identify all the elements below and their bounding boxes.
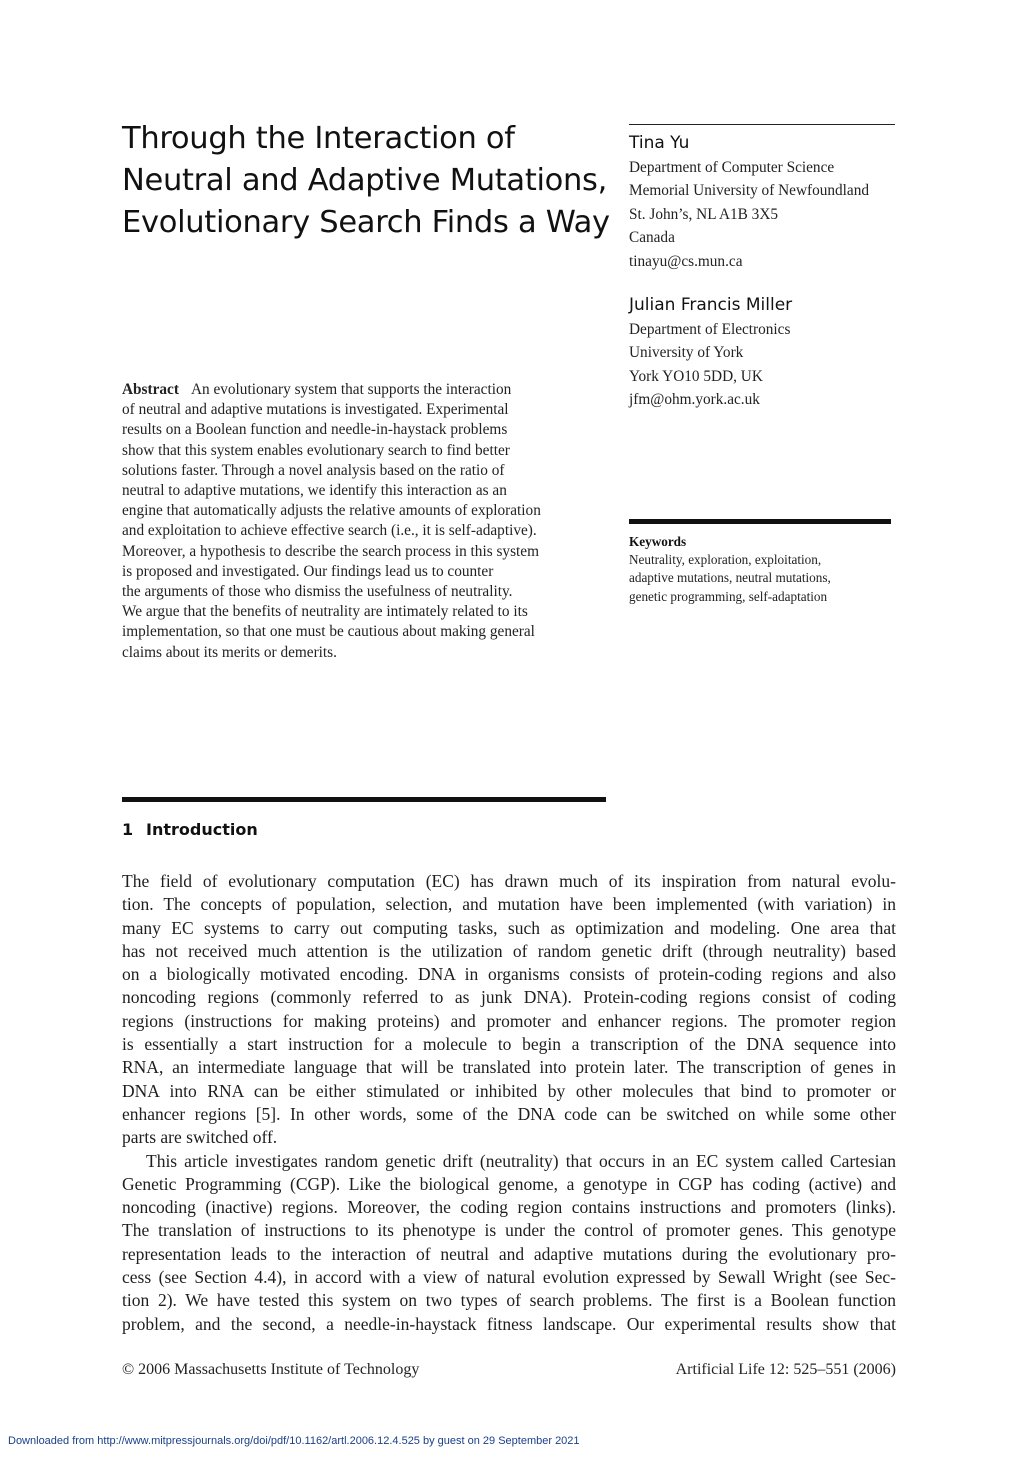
- author-name: Tina Yu: [629, 133, 690, 153]
- section-heading: [122, 820, 258, 839]
- abstract-line: Moreover, a hypothesis to describe the search process in this system: [122, 542, 539, 560]
- abstract-label: Abstract: [122, 381, 179, 398]
- body-line: This article investigates random genetic drift (neutrality) that occurs in an EC system called Cartesian: [146, 1150, 896, 1171]
- title-line: Evolutionary Search Finds a Way: [122, 205, 610, 240]
- body-line: Genetic Programming (CGP). Like the biological genome, a genotype in CGP has coding (active) and: [122, 1173, 896, 1194]
- affiliation-line: York YO10 5DD, UK: [629, 367, 763, 385]
- author-affiliation: [629, 318, 790, 412]
- body-line: tion 2). We have tested this system on two types of search problems. The first is a Boolean function: [122, 1290, 896, 1311]
- body-line: cess (see Section 4.4), in accord with a view of natural evolution expressed by Sewall Wright (see Sec-: [122, 1267, 896, 1288]
- abstract: [122, 380, 606, 663]
- abstract-line: is proposed and investigated. Our findings lead us to counter: [122, 562, 494, 580]
- author-rule: [629, 124, 895, 125]
- body-line: The translation of instructions to its phenotype is under the control of promoter genes. This genotype: [122, 1220, 896, 1241]
- body-line: tion. The concepts of population, selection, and mutation have been implemented (with variation) in: [122, 894, 896, 915]
- abstract-line: engine that automatically adjusts the relative amounts of exploration: [122, 502, 541, 520]
- abstract-line: We argue that the benefits of neutrality are intimately related to its: [122, 603, 528, 621]
- affiliation-line: Canada: [629, 229, 675, 247]
- abstract-line: implementation, so that one must be cautious about making general: [122, 623, 535, 641]
- section-title: Introduction: [146, 820, 258, 839]
- body-line: is essentially a start instruction for a molecule to begin a transcription of the DNA sequence into: [122, 1034, 896, 1055]
- title-line: Through the Interaction of: [122, 121, 515, 156]
- body-line: noncoding regions (commonly referred to as junk DNA). Protein-coding regions consist of coding: [122, 987, 896, 1008]
- title-line: Neutral and Adaptive Mutations,: [122, 163, 608, 198]
- affiliation-line: St. John’s, NL A1B 3X5: [629, 205, 779, 223]
- affiliation-line: Department of Electronics: [629, 321, 791, 338]
- body-line: problem, and the second, a needle-in-haystack fitness landscape. Our experimental results show that: [122, 1313, 896, 1334]
- paper-title: [122, 118, 622, 244]
- author-name: Julian Francis Miller: [629, 295, 793, 315]
- affiliation-line: Memorial University of Newfoundland: [629, 182, 870, 200]
- affiliation-line: University of York: [629, 344, 744, 362]
- body-line: many EC systems to carry out computing tasks, such as optimization and modeling. One area that: [122, 917, 896, 938]
- abstract-line: An evolutionary system that supports the interaction: [190, 381, 512, 398]
- abstract-line: neutral to adaptive mutations, we identify this interaction as an: [122, 482, 507, 500]
- abstract-line: and exploitation to achieve effective search (i.e., it is self-adaptive).: [122, 522, 537, 540]
- section-rule: [122, 797, 606, 802]
- author-email[interactable]: jfm@ohm.york.ac.uk: [629, 391, 760, 409]
- body-line: DNA into RNA can be either stimulated or inhibited by other molecules that bind to promoter or: [122, 1080, 896, 1101]
- abstract-line: of neutral and adaptive mutations is investigated. Experimental: [122, 401, 509, 419]
- body-text: [122, 870, 896, 1336]
- keywords-line: adaptive mutations, neutral mutations,: [629, 570, 831, 586]
- affiliation-line: Department of Computer Science: [629, 159, 835, 176]
- body-line: has not received much attention is the utilization of random genetic drift (through neutrality) based: [122, 940, 896, 961]
- body-line: parts are switched off.: [122, 1127, 278, 1148]
- journal-citation: Artificial Life 12: 525–551 (2006): [675, 1361, 896, 1378]
- keywords-line: Neutrality, exploration, exploitation,: [629, 552, 822, 567]
- body-line: on a biologically motivated encoding. DNA in organisms consists of protein-coding regions and also: [122, 964, 896, 985]
- abstract-line: solutions faster. Through a novel analysis based on the ratio of: [122, 461, 505, 479]
- abstract-line: the arguments of those who dismiss the usefulness of neutrality.: [122, 583, 513, 601]
- section-number: 1: [122, 820, 134, 839]
- keywords-line: genetic programming, self-adaptation: [629, 588, 828, 604]
- body-line: noncoding (inactive) regions. Moreover, the coding region contains instructions and promoters (links).: [122, 1197, 896, 1218]
- copyright-notice: © 2006 Massachusetts Institute of Technology: [122, 1361, 420, 1378]
- body-line: enhancer regions [5]. In other words, some of the DNA code can be switched on while some other: [122, 1103, 896, 1124]
- keywords-rule: [629, 519, 891, 524]
- body-line: regions (instructions for making proteins) and promoter and enhancer regions. The promoter region: [122, 1010, 896, 1031]
- keywords-list: [629, 551, 831, 606]
- body-line: The field of evolutionary computation (EC) has drawn much of its inspiration from natural evolu-: [122, 871, 896, 891]
- abstract-line: show that this system enables evolutionary search to find better: [122, 441, 510, 459]
- download-note[interactable]: Downloaded from http://www.mitpressjournals.org/doi/pdf/10.1162/artl.2006.12.4.525 by guest on 29 September 2021: [8, 1435, 580, 1447]
- body-line: representation leads to the interaction of neutral and adaptive mutations during the evolutionary pro-: [122, 1243, 896, 1264]
- body-line: RNA, an intermediate language that will be translated into protein later. The transcription of genes in: [122, 1057, 896, 1078]
- keywords-label: Keywords: [629, 534, 687, 549]
- abstract-line: results on a Boolean function and needle-in-haystack problems: [122, 421, 508, 439]
- author-affiliation: [629, 156, 869, 273]
- author-email[interactable]: tinayu@cs.mun.ca: [629, 252, 743, 270]
- abstract-line: claims about its merits or demerits.: [122, 643, 337, 661]
